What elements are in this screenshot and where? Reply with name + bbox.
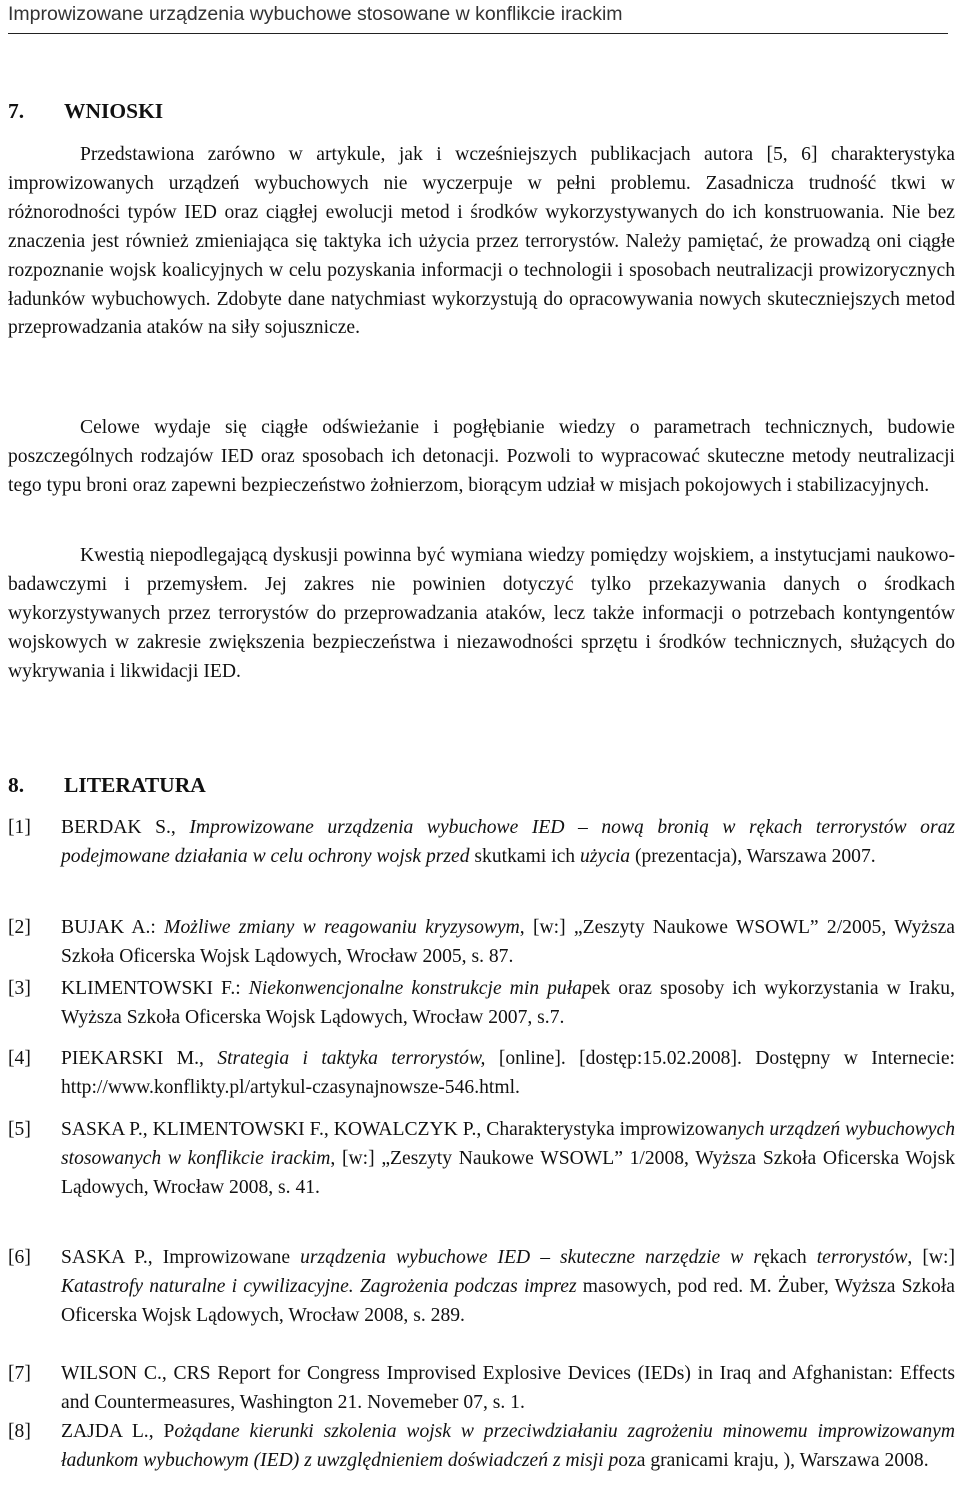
reference-number: [7] [8, 1363, 31, 1384]
reference-item [8, 974, 955, 1032]
reference-number: [6] [8, 1247, 31, 1268]
reference-item [8, 1044, 955, 1102]
running-header: Improwizowane urządzenia wybuchowe stosowane w konflikcie irackim [8, 2, 948, 34]
reference-item [8, 1115, 955, 1202]
reference-italic-segment: ożądane kierunki szkolenia wojsk w przeciwdziałaniu zagrożeniu minowemu improwizowanym ładunkom wybuchowym (IED) z uwzględnieniem doświadczeń z misji p [61, 1421, 955, 1471]
reference-segment: (prezentacja), Warszawa 2007. [630, 846, 876, 867]
conclusions-paragraph-3: Kwestią niepodlegającą dyskusji powinna być wymiana wiedzy pomiędzy wojskiem, a instytucjami naukowo-badawczymi i przemysłem. Jej zakres nie powinien dotyczyć tylko przekazywania danych o środkach wykorzystywanych przez terrorystów do przeprowadzania ataków, lecz także informacji o potrzebach kontyngentów wojskowych w zakresie zwiększenia bezpieczeństwa i niezawodności sprzętu i środków technicznych, służących do wykrywania i likwidacji IED. [8, 545, 955, 682]
section-heading-literatura [8, 772, 206, 798]
reference-segment: ękach [760, 1247, 817, 1268]
reference-text [61, 913, 955, 971]
reference-number: [5] [8, 1119, 31, 1140]
reference-text [61, 813, 955, 871]
reference-segment: [online]. [dostęp:15.02.2008]. Dostępny w Internecie: http://www.konflikty.pl/artykul-czasynajnowsze-546.html. [61, 1048, 956, 1098]
reference-number: [8] [8, 1421, 31, 1442]
reference-text [61, 1044, 955, 1102]
reference-segment: skutkami ich [469, 846, 581, 867]
reference-italic-segment: użycia [580, 846, 631, 867]
reference-segment: masowych, pod red. M. Żuber, Wyższa Szkoła Oficerska Wojsk Lądowych, Wrocław 2008, s. 289. [61, 1276, 955, 1326]
reference-item [8, 913, 955, 971]
reference-italic-segment: Niekonwencjonalne konstrukcje min pułap [248, 978, 592, 999]
reference-number: [1] [8, 817, 31, 838]
reference-italic-segment: Możliwe zmiany w reagowaniu kryzysowym [164, 917, 520, 938]
section-title: LITERATURA [64, 773, 206, 797]
reference-segment: PIEKARSKI M., [61, 1048, 218, 1069]
reference-number: [4] [8, 1048, 31, 1069]
reference-segment: BUJAK A.: [61, 917, 165, 938]
reference-italic-segment: urządzenia wybuchowe IED – skuteczne narzędzie w r [300, 1247, 761, 1268]
reference-text [61, 1115, 955, 1202]
reference-item [8, 1243, 955, 1330]
reference-segment: SASKA P., KLIMENTOWSKI F., KOWALCZYK P., Charakterystyka improwizowa [61, 1119, 728, 1140]
reference-item [8, 813, 955, 871]
reference-italic-segment: Katastrofy naturalne i cywilizacyjne. Zagrożenia podczas imprez [61, 1276, 577, 1297]
reference-text [61, 1359, 955, 1417]
reference-segment: WILSON C., CRS Report for Congress Improvised Explosive Devices (IEDs) in Iraq and Afghanistan: Effects and Countermeasures, Washington 21. Novemeber 07, s. 1. [61, 1363, 955, 1413]
reference-number: [2] [8, 917, 31, 938]
reference-item [8, 1359, 955, 1417]
reference-segment: ek oraz sposoby ich wykorzystania w Iraku, Wyższa Szkoła Oficerska Wojsk Lądowych, Wrocław 2007, s.7. [61, 978, 955, 1028]
reference-italic-segment: terrorystów [816, 1247, 908, 1268]
reference-item [8, 1417, 955, 1475]
reference-segment: , [w:] [907, 1247, 955, 1268]
reference-number: [3] [8, 978, 31, 999]
reference-segment: BERDAK S., [61, 817, 190, 838]
reference-italic-segment: Improwizowane urządzenia wybuchowe IED – nową bronią w rękach terrorystów oraz podejmowane działania w celu ochrony wojsk przed [61, 817, 955, 867]
reference-text [61, 974, 955, 1032]
reference-segment: , [w:] „Zeszyty Naukowe WSOWL” 2/2005, Wyższa Szkoła Oficerska Wojsk Lądowych, Wrocław 2005, s. 87. [61, 917, 955, 967]
reference-segment: ZAJDA L., P [61, 1421, 175, 1442]
reference-text [61, 1417, 955, 1475]
section-heading-wnioski [8, 98, 163, 124]
section-number: 8. [8, 773, 25, 797]
section-number: 7. [8, 99, 25, 123]
reference-segment: , [w:] „Zeszyty Naukowe WSOWL” 1/2008, Wyższa Szkoła Oficerska Wojsk Lądowych, Wrocław 2008, s. 41. [61, 1148, 955, 1198]
section-title: WNIOSKI [64, 99, 164, 123]
conclusions-paragraph-1: Przedstawiona zarówno w artykule, jak i wcześniejszych publikacjach autora [5, 6] charakterystyka improwizowanych urządzeń wybuchowych nie wyczerpuje w pełni problemu. Zasadnicza trudność tkwi w różnorodności typów IED oraz ciągłej ewolucji metod i środków wykorzystywanych do ich konstruowania. Nie bez znaczenia jest również zmieniająca się taktyka ich użycia przez terrorystów. Należy pamiętać, że prowadzą oni ciągłe rozpoznanie wojsk koalicyjnych w celu pozyskania informacji o technologii i sposobach neutralizacji prowizorycznych ładunków wybuchowych. Zdobyte dane natychmiast wykorzystują do opracowywania nowych skuteczniejszych metod przeprowadzania ataków na siły sojusznicze. [8, 144, 955, 339]
reference-text [61, 1243, 955, 1330]
reference-segment: KLIMENTOWSKI F.: [61, 978, 249, 999]
reference-italic-segment: Strategia i taktyka terrorystów, [217, 1048, 486, 1069]
conclusions-paragraph-2: Celowe wydaje się ciągłe odświeżanie i pogłębianie wiedzy o parametrach technicznych, budowie poszczególnych rodzajów IED oraz sposobach ich detonacji. Pozwoli to wypracować skuteczne metody neutralizacji tego typu broni oraz zapewni bezpieczeństwo żołnierzom, biorącym udział w misjach pokojowych i stabilizacyjnych. [8, 417, 955, 496]
reference-segment: oza granicami kraju, ), Warszawa 2008. [618, 1450, 929, 1471]
reference-segment: SASKA P., Improwizowane [61, 1247, 301, 1268]
reference-italic-segment: nych urządzeń wybuchowych stosowanych w konflikcie irackim [61, 1119, 955, 1169]
